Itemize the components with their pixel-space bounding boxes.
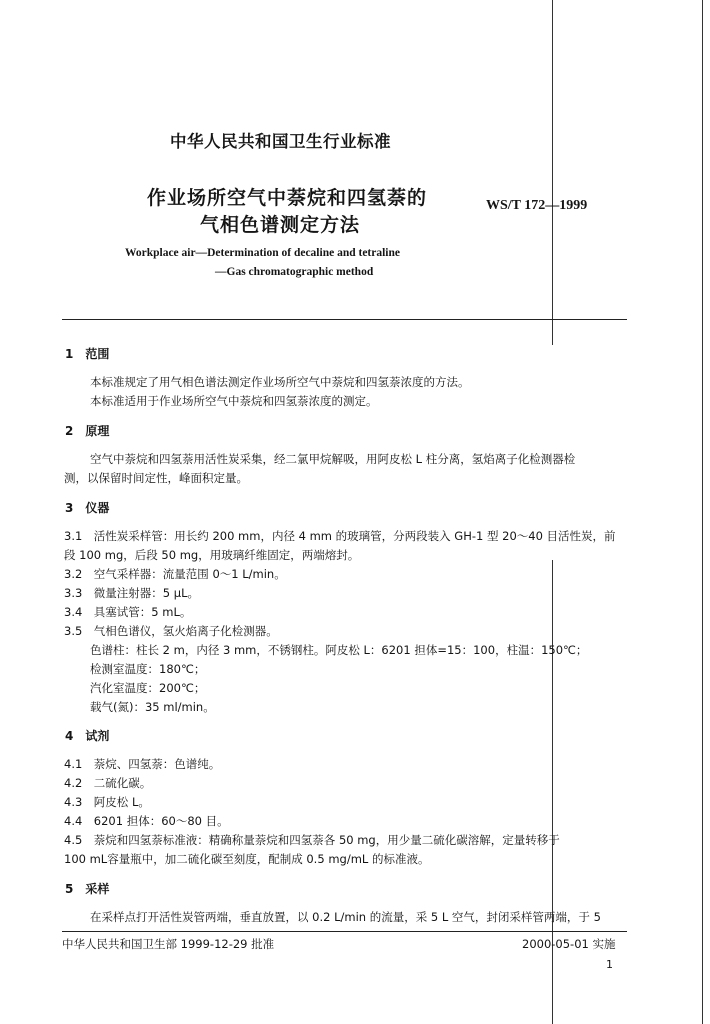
doc-title-line2: 气相色谱测定方法 [200,214,361,236]
list-item: 段 100 mg，后段 50 mg，用玻璃纤维固定，两端熔封。 [64,548,360,562]
list-item: 载气(氮)：35 ml/min。 [90,700,215,714]
list-item: 色谱柱：柱长 2 m，内径 3 mm，不锈钢柱。阿皮松 L：6201 担体=15：100，柱温：150℃； [90,643,588,657]
paragraph: 在采样点打开活性炭管两端，垂直放置，以 0.2 L/min 的流量，采 5 L 空气，封闭采样管两端，于 5 [90,910,601,924]
org-title: 中华人民共和国卫生行业标准 [170,132,391,151]
list-item: 3.3 微量注射器：5 μL。 [64,586,199,600]
scan-edge-line-bottom [552,560,553,1024]
english-title-line1: Workplace air—Determination of decaline and tetraline [125,247,401,259]
list-item: 4.1 萘烷、四氢萘：色谱纯。 [64,757,221,771]
standard-number: WS/T 172—1999 [486,198,588,213]
scan-edge-line-right [702,0,703,1024]
list-item: 4.5 萘烷和四氢萘标准液：精确称量萘烷和四氢萘各 50 mg，用少量二硫化碳溶解，定量转移于 [64,833,560,847]
doc-title-line1: 作业场所空气中萘烷和四氢萘的 [147,187,428,209]
scan-edge-line-top [552,0,553,345]
header-divider [62,319,627,320]
paragraph: 测，以保留时间定性，峰面积定量。 [64,471,248,485]
list-item: 检测室温度：180℃； [90,662,206,676]
list-item: 3.2 空气采样器：流量范围 0～1 L/min。 [64,567,286,581]
paragraph: 本标准规定了用气相色谱法测定作业场所空气中萘烷和四氢萘浓度的方法。 [90,375,470,389]
section-heading: 1 范围 [65,347,110,361]
list-item: 4.4 6201 担体：60～80 目。 [64,814,229,828]
list-item: 3.4 具塞试管：5 mL。 [64,605,192,619]
approval-line: 中华人民共和国卫生部 1999-12-29 批准 [62,937,275,951]
list-item: 100 mL容量瓶中，加二硫化碳至刻度，配制成 0.5 mg/mL 的标准液。 [64,852,430,866]
section-heading: 5 采样 [65,882,110,896]
page-number: 1 [606,958,613,971]
list-item: 3.1 活性炭采样管：用长约 200 mm，内径 4 mm 的玻璃管，分两段装入 GH-1 型 20～40 目活性炭，前 [64,529,616,543]
footer-divider [62,931,627,932]
section-heading: 4 试剂 [65,729,110,743]
english-title-line2: —Gas chromatographic method [215,266,374,278]
list-item: 汽化室温度：200℃； [90,681,206,695]
section-heading: 2 原理 [65,424,110,438]
list-item: 4.2 二硫化碳。 [64,776,152,790]
list-item: 4.3 阿皮松 L。 [64,795,150,809]
section-heading: 3 仪器 [65,501,110,515]
paragraph: 空气中萘烷和四氢萘用活性炭采集，经二氯甲烷解吸，用阿皮松 L 柱分离，氢焰离子化检测器检 [90,452,576,466]
list-item: 3.5 气相色谱仪，氢火焰离子化检测器。 [64,624,278,638]
paragraph: 本标准适用于作业场所空气中萘烷和四氢萘浓度的测定。 [90,394,378,408]
implementation-date: 2000-05-01 实施 [522,937,616,951]
